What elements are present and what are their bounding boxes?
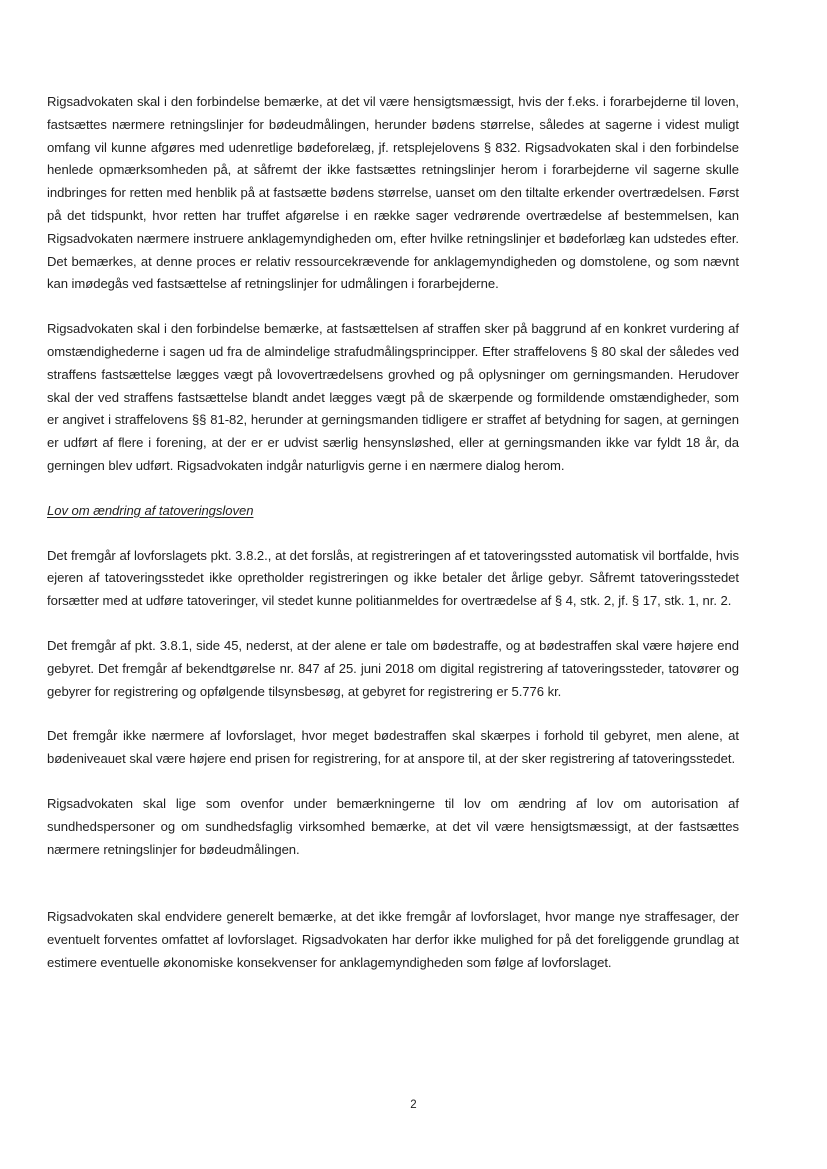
paragraph-strafudmåling: Rigsadvokaten skal i den forbindelse bemærke, at fastsættelsen af straffen sker på baggrund af en konkret vurdering af omstændighederne i sagen ud fra de almindelige strafudmålingsprincipper. Efter straffelovens § 80 skal der således ved straffens fastsættelse lægges vægt på lovovertrædelsens grovhed og på oplysninger om gerningsmanden. Herudover skal der ved straffens fastsættelse blandt andet lægges vægt på de skærpende og formildende omstændigheder, som er angivet i straffelovens §§ 81-82, herunder at gerningsmanden tidligere er straffet af betydning for sagen, at gerningen er udført af flere i forening, at der er er udvist særlig hensynsløshed, eller at gerningsmanden ikke var fyldt 18 år, da gerningen blev udført. Rigsadvokaten indgår naturligvis gerne i en nærmere dialog herom. — [47, 321, 739, 473]
paragraph-registrering: Det fremgår af lovforslagets pkt. 3.8.2., at det forslås, at registreringen af et tatoveringssted automatisk vil bortfalde, hvis ejeren af tatoveringsstedet ikke opretholder registreringen og ikke betaler det årlige gebyr. Såfremt tatoveringsstedet forsætter med at udføre tatoveringer, vil stedet kunne politianmeldes for overtrædelse af § 4, stk. 2, jf. § 17, stk. 1, nr. 2. — [47, 547, 739, 609]
paragraph-gebyr: Det fremgår af pkt. 3.8.1, side 45, nederst, at der alene er tale om bødestraffe, og at bødestraffen skal være højere end gebyret. Det fremgår af bekendtgørelse nr. 847 af 25. juni 2018 om digital registrering af tatoveringssteder, tatovører og gebyrer for registrering og opfølgende tilsynsbesøg, at gebyret for registrering er 5.776 kr. — [47, 637, 739, 699]
body-text — [47, 91, 739, 975]
section-heading: Lov om ændring af tatoveringsloven — [47, 502, 254, 518]
paragraph-retningslinjer: Rigsadvokaten skal lige som ovenfor under bemærkningerne til lov om ændring af lov om autorisation af sundhedspersoner og om sundhedsfaglig virksomhed bemærke, at det vil være hensigtsmæssigt, at der fastsættes nærmere retningslinjer for bødeudmålingen. — [47, 795, 739, 857]
paragraph-bødeudmåling: Rigsadvokaten skal i den forbindelse bemærke, at det vil være hensigtsmæssigt, hvis der f.eks. i forarbejderne til loven, fastsættes nærmere retningslinjer for bødeudmålingen, herunder bødens størrelse, således at sagerne i videst muligt omfang vil kunne afgøres med udenretlige bødeforelæg, jf. retsplejelovens § 832. Rigsadvokaten skal i den forbindelse henlede opmærksomheden på, at såfremt der ikke fastsættes retningslinjer herom i forarbejderne vil sagerne skulle indbringes for retten med henblik på at fastsætte bødens størrelse, uanset om den tiltalte erkender overtrædelsen. Først på det tidspunkt, hvor retten har truffet afgørelse i en række sager vedrørende overtrædelse af bestemmelsen, kan Rigsadvokaten nærmere instruere anklagemyndigheden om, efter hvilke retningslinjer et bødeforlæg kan udstedes efter. Det bemærkes, at denne proces er relativ ressourcekrævende for anklagemyndigheden og domstolene, og som nævnt kan imødegås ved fastsættelse af retningslinjer for udmålingen i forarbejderne. — [47, 94, 739, 292]
paragraph-bødeniveau: Det fremgår ikke nærmere af lovforslaget, hvor meget bødestraffen skal skærpes i forhold til gebyret, men alene, at bødeniveauet skal være højere end prisen for registrering, for at anspore til, at der sker registrering af tatoveringsstedet. — [47, 728, 739, 767]
page-number: 2 — [410, 1099, 417, 1111]
paragraph-konsekvenser: Rigsadvokaten skal endvidere generelt bemærke, at det ikke fremgår af lovforslaget, hvor mange nye straffesager, der eventuelt forventes omfattet af lovforslaget. Rigsadvokaten har derfor ikke mulighed for på det foreliggende grundlag at estimere eventuelle økonomiske konsekvenser for anklagemyndigheden som følge af lovforslaget. — [47, 909, 739, 970]
